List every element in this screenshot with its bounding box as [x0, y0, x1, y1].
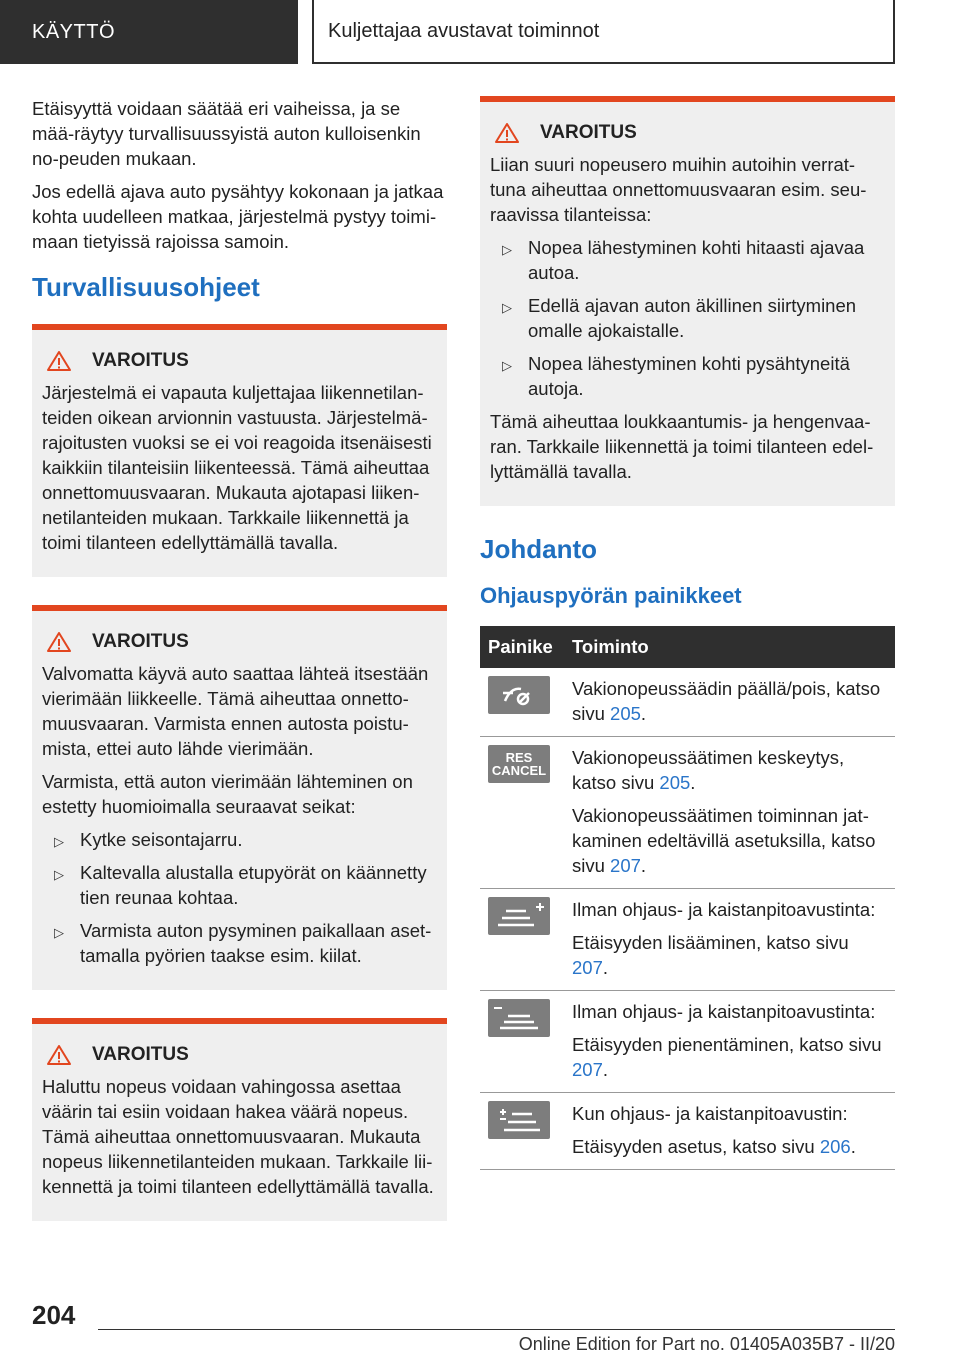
- table-row: [480, 668, 895, 737]
- warning-box: [480, 96, 895, 506]
- table-row: [480, 737, 895, 889]
- row-text: [572, 1032, 887, 1082]
- row-punct: .: [640, 703, 647, 724]
- row-text: [572, 745, 887, 795]
- warning-title-text: VAROITUS: [92, 1044, 189, 1065]
- warning-box: [32, 1018, 447, 1221]
- warning-title: [490, 122, 885, 144]
- button-table: [480, 626, 895, 1170]
- warning-triangle-icon: [494, 122, 520, 144]
- triangle-bullet-icon: ▷: [502, 242, 512, 257]
- row-text: [572, 676, 887, 726]
- row-punct: .: [640, 855, 647, 876]
- res-cancel-button-icon: [488, 745, 550, 783]
- row-punct: .: [690, 772, 696, 793]
- row-text: [572, 1134, 887, 1159]
- triangle-bullet-icon: ▷: [54, 867, 64, 882]
- list-item-text: Nopea lähestyminen kohti pysähtyneitä autoja.: [528, 353, 850, 399]
- cancel-label: CANCEL: [491, 763, 547, 778]
- page-link[interactable]: 205: [659, 772, 691, 793]
- section-heading-intro: Johdanto: [480, 534, 597, 564]
- page-number: 204: [32, 1300, 76, 1330]
- warning-triangle-icon: [46, 631, 72, 653]
- triangle-bullet-icon: ▷: [54, 925, 64, 940]
- warning-text: Varmista, että auton vierimään lähteminen on estetty huomioimalla seuraavat seikat:: [42, 771, 413, 817]
- warning-box: [32, 324, 447, 577]
- table-row: [480, 1093, 895, 1170]
- header-section-label: KÄYTTÖ: [32, 20, 116, 43]
- table-row: [480, 991, 895, 1093]
- distance-increase-button-icon: [488, 897, 550, 935]
- section-heading-safety: Turvallisuusohjeet: [32, 272, 260, 302]
- warning-title-text: VAROITUS: [540, 122, 637, 143]
- header-chapter-label: Kuljettajaa avustavat toiminnot: [328, 19, 600, 42]
- distance-decrease-button-icon: [488, 999, 550, 1037]
- bullet-list: [490, 235, 885, 401]
- row-text: [572, 803, 887, 878]
- warning-title-text: VAROITUS: [92, 350, 189, 371]
- triangle-bullet-icon: ▷: [502, 358, 512, 373]
- warning-text: Haluttu nopeus voidaan vahingossa asettaa väärin tai esiin voidaan hakea väärä nopeus. Tämä aiheuttaa onnettomuusvaaran. Mukauta nopeus liikennetilanteiden mukaan. Tarkkaile lii-kennettä ja toimi tilanteen edellyttämällä tavalla.: [42, 1076, 434, 1197]
- row-description: Etäisyyden pienentäminen, katso sivu: [572, 1034, 882, 1055]
- footer-edition: Online Edition for Part no. 01405A035B7 - II/20: [518, 1334, 895, 1354]
- triangle-bullet-icon: ▷: [54, 834, 64, 849]
- left-column: [32, 96, 447, 1249]
- page-link[interactable]: 205: [610, 703, 641, 724]
- warning-text: Liian suuri nopeusero muihin autoihin verrat-tuna aiheuttaa onnettomuusvaaran esim. seu-raavissa tilanteissa:: [490, 154, 867, 225]
- row-text: Ilman ohjaus- ja kaistanpitoavustinta:: [572, 1001, 876, 1022]
- row-description: Etäisyyden lisääminen, katso sivu: [572, 932, 849, 953]
- page-link[interactable]: 207: [572, 957, 603, 978]
- warning-text: Valvomatta käyvä auto saattaa lähteä itsestään vierimään liikkeelle. Tämä aiheuttaa onnetto-muusvaaran. Varmista ennen autosta poistu-mista, ettei auto lähde vierimään.: [42, 663, 429, 759]
- cruise-control-button-icon: [488, 676, 550, 714]
- intro-paragraph-2: Jos edellä ajava auto pysähtyy kokonaan ja jatkaa kohta uudelleen matkaa, järjestelmä pystyy toimi-maan tietyissä rajoissa samoin.: [32, 181, 444, 252]
- row-description: Vakionopeussäätimen toiminnan jat-kaminen edeltävillä asetuksilla, katso sivu: [572, 805, 876, 876]
- list-item-text: Varmista auton pysyminen paikallaan aset-tamalla pyörien taakse esim. kiilat.: [80, 920, 432, 966]
- page-link[interactable]: 207: [610, 855, 641, 876]
- warning-triangle-icon: [46, 1044, 72, 1066]
- row-description: Vakionopeussäädin päällä/pois, katso sivu: [572, 678, 881, 724]
- list-item-text: Edellä ajavan auton äkillinen siirtyminen omalle ajokaistalle.: [528, 295, 857, 341]
- warning-text: Järjestelmä ei vapauta kuljettajaa liikennetilan-teiden oikean arvionnin vastuusta. Järjestelmä-rajoitusten vuoksi se ei voi reagoida itsenäisesti kaikkiin tilanteisiin liikenteessä. Tämä aiheuttaa onnettomuusvaaran. Mukauta ajotapasi liiken-netilanteiden mukaan. Tarkkaile liikennettä ja toimi tilanteen edellyttämällä tavalla.: [42, 382, 432, 553]
- triangle-bullet-icon: ▷: [502, 300, 512, 315]
- list-item-text: Nopea lähestyminen kohti hitaasti ajavaa autoa.: [528, 237, 865, 283]
- row-punct: .: [602, 957, 609, 978]
- row-description: Etäisyyden asetus, katso sivu: [572, 1136, 820, 1157]
- warning-triangle-icon: [46, 350, 72, 372]
- row-punct: .: [850, 1136, 856, 1157]
- row-punct: .: [602, 1059, 609, 1080]
- row-text: [572, 930, 887, 980]
- warning-box: [32, 605, 447, 990]
- footer-divider: [98, 1329, 895, 1330]
- table-row: [480, 889, 895, 991]
- column-header-button: Painike: [480, 626, 564, 668]
- column-header-function: Toiminto: [564, 626, 895, 668]
- bullet-list: [42, 827, 437, 968]
- list-item-text: Kytke seisontajarru.: [80, 829, 243, 850]
- warning-title-text: VAROITUS: [92, 631, 189, 652]
- subheading-steering-buttons: Ohjauspyörän painikkeet: [480, 583, 742, 608]
- list-item: [490, 235, 885, 285]
- list-item: [42, 860, 437, 910]
- row-text: Kun ohjaus- ja kaistanpitoavustin:: [572, 1103, 848, 1124]
- page-link[interactable]: 207: [572, 1059, 603, 1080]
- row-text: Ilman ohjaus- ja kaistanpitoavustinta:: [572, 899, 876, 920]
- intro-paragraph-1: Etäisyyttä voidaan säätää eri vaiheissa, ja se mää-räytyy turvallisuussyistä auton kulloisenkin no-peuden mukaan.: [32, 98, 421, 169]
- warning-text: Tämä aiheuttaa loukkaantumis- ja hengenvaa-ran. Tarkkaile liikennettä ja toimi tilanteen edel-lyttämällä tavalla.: [490, 411, 874, 482]
- list-item: [490, 293, 885, 343]
- row-description: Vakionopeussäätimen keskeytys, katso sivu: [572, 747, 845, 793]
- list-item-text: Kaltevalla alustalla etupyörät on käännetty tien reunaa kohtaa.: [80, 862, 427, 908]
- right-column: [480, 96, 895, 1170]
- res-label: RES: [505, 750, 533, 765]
- header-section: [0, 0, 298, 64]
- page-link[interactable]: 206: [819, 1136, 851, 1157]
- list-item: [42, 827, 437, 852]
- warning-title: [42, 350, 437, 372]
- header-chapter: [312, 0, 895, 64]
- list-item: [42, 918, 437, 968]
- distance-setting-button-icon: [488, 1101, 550, 1139]
- list-item: [490, 351, 885, 401]
- warning-title: [42, 631, 437, 653]
- warning-title: [42, 1044, 437, 1066]
